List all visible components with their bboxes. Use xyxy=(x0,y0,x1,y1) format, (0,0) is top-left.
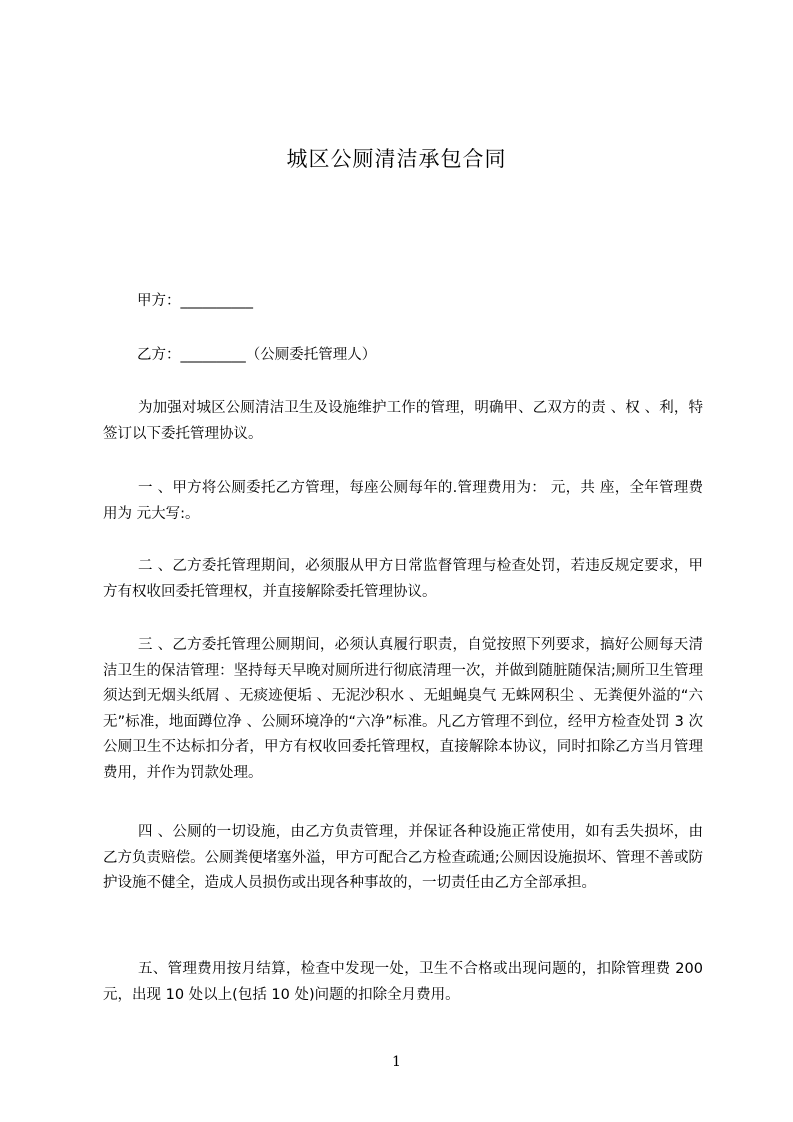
page-number: 1 xyxy=(392,1054,401,1070)
document-title: 城区公厕清洁承包合同 xyxy=(286,147,507,171)
party-a-line: 甲方：__________ xyxy=(137,293,253,309)
paragraph-clause-3: 三 、乙方委托管理公厕期间，必须认真履行职责，自觉按照下列要求，搞好公厕每天清洁卫生的保洁管理：坚持每天早晚对厕所进行彻底清理一次，并做到随脏随保洁;厕所卫生管理须达到无烟头纸屑 、无痰迹便垢 、无泥沙积水 、无蛆蝇臭气 无蛛网积尘 、无粪便外溢的“六无”标准，地面蹲位净 、公厕环境净的“六净”标准。凡乙方管理不到位，经甲方检查处罚 3 次公厕卫生不达标扣分者，甲方有权收回委托管理权，直接解除本协议，同时扣除乙方当月管理费用，并作为罚款处理。 xyxy=(103,637,703,781)
paragraph-preamble: 为加强对城区公厕清洁卫生及设施维护工作的管理，明确甲、乙双方的责 、权 、利，特签订以下委托管理协议。 xyxy=(103,400,703,442)
paragraph-clause-4: 四 、公厕的一切设施，由乙方负责管理，并保证各种设施正常使用，如有丢失损坏，由乙方负责赔偿。公厕粪便堵塞外溢，甲方可配合乙方检查疏通;公厕因设施损坏、管理不善或防护设施不健全，造成人员损伤或出现各种事故的，一切责任由乙方全部承担。 xyxy=(103,824,703,891)
paragraph-clause-2: 二 、乙方委托管理期间，必须服从甲方日常监督管理与检查处罚，若违反规定要求，甲方有权收回委托管理权，并直接解除委托管理协议。 xyxy=(103,558,703,600)
paragraph-clause-1: 一 、甲方将公厕委托乙方管理，每座公厕每年的.管理费用为： 元，共 座，全年管理费用为 元大写:。 xyxy=(103,480,703,522)
party-b-line: 乙方：_________（公厕委托管理人） xyxy=(137,347,377,363)
paragraph-clause-5: 五、管理费用按月结算，检查中发现一处，卫生不合格或出现问题的，扣除管理费 200 元，出现 10 处以上(包括 10 处)问题的扣除全月费用。 xyxy=(103,961,703,1003)
